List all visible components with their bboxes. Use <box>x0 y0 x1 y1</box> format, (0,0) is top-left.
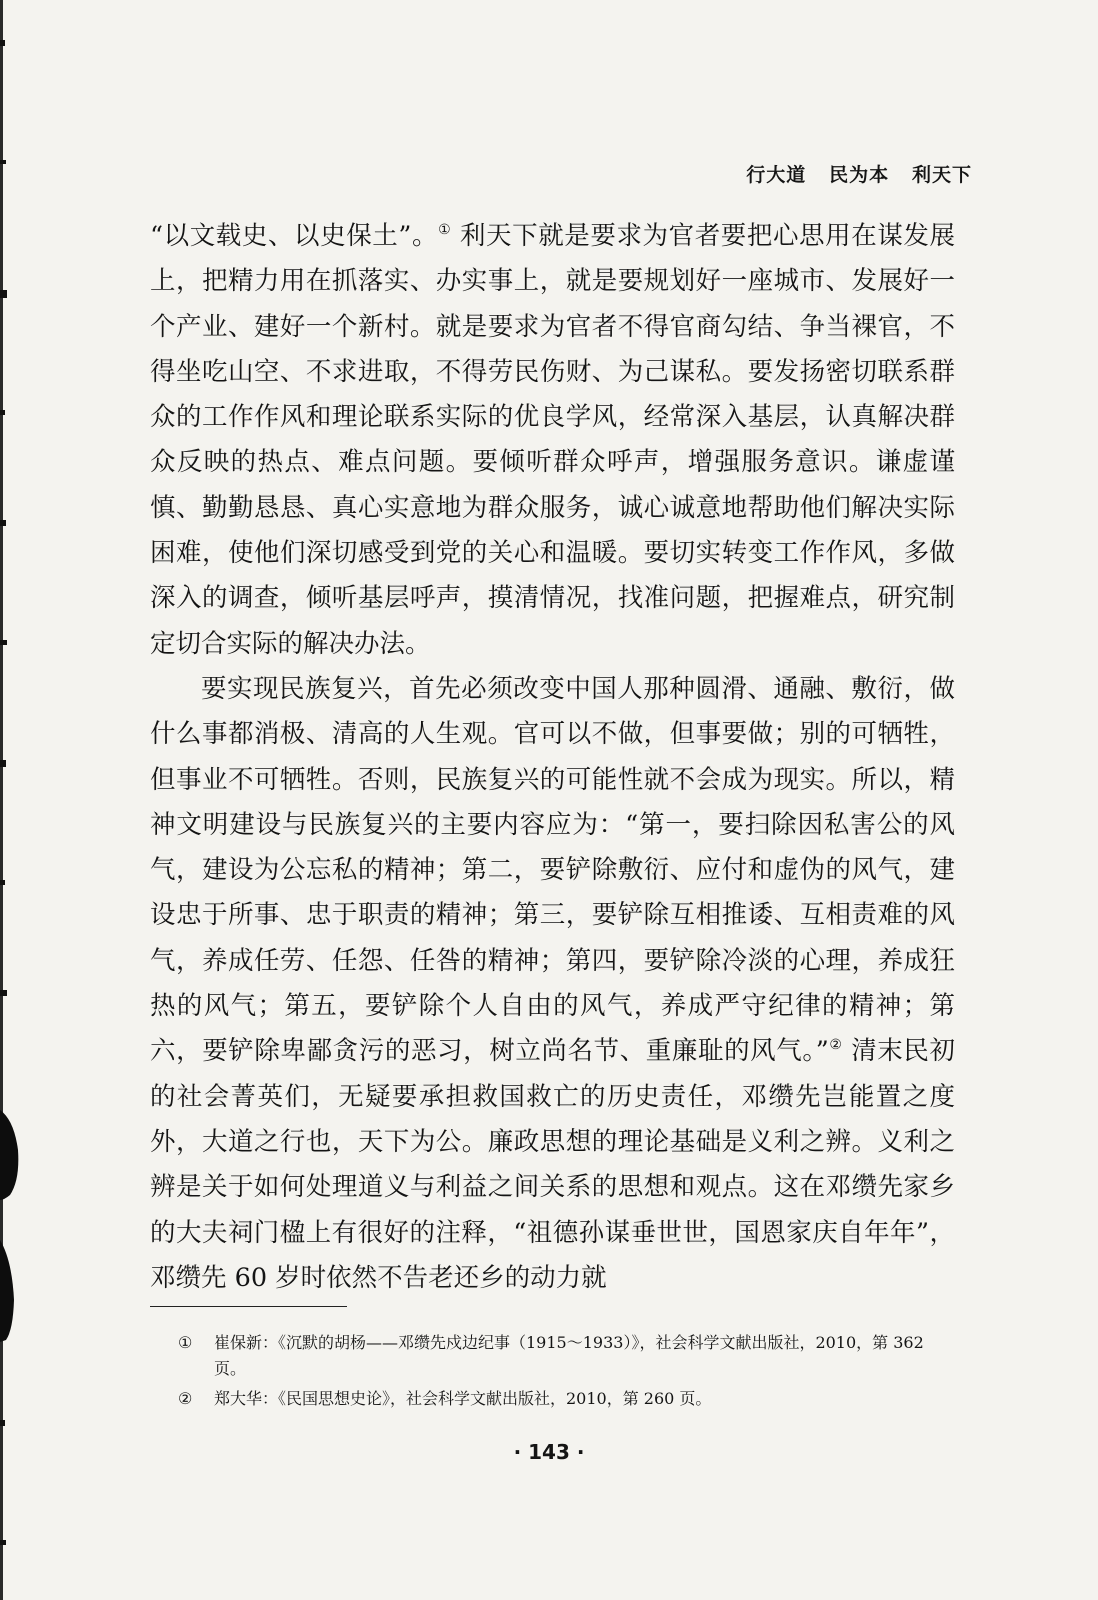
paragraph-1-text-a: “以文载史、以史保土”。 <box>150 221 439 251</box>
body-text <box>150 214 955 1301</box>
footnotes <box>178 1330 958 1416</box>
footnote-mark: ① <box>178 1333 193 1352</box>
paragraph-1 <box>150 214 955 667</box>
page-number: · 143 · <box>513 1440 585 1464</box>
footnote-text: 郑大华：《民国思想史论》，社会科学文献出版社，2010，第 260 页。 <box>214 1389 712 1408</box>
paragraph-2-text-b: 清末民初的社会菁英们，无疑要承担救国救亡的历史责任，邓缵先岂能置之度外，大道之行也，天下为公。廉政思想的理论基础是义利之辨。义利之辨是关于如何处理道义与利益之间关系的思想和观点。这在邓缵先家乡的大夫祠门楹上有很好的注释，“祖德孙谋垂世世，国恩家庆自年年”，邓缵先 60 岁时依然不告老还乡的动力就 <box>150 1036 956 1293</box>
footnote-divider <box>150 1306 347 1307</box>
footnote-text: 崔保新：《沉默的胡杨——邓缵先戍边纪事（1915～1933）》，社会科学文献出版社，2010，第 362 页。 <box>214 1333 924 1378</box>
paragraph-2 <box>150 667 955 1301</box>
footnote-1 <box>178 1330 958 1382</box>
footnote-ref-1[interactable]: ① <box>438 222 452 238</box>
footnote-2 <box>178 1386 958 1412</box>
paragraph-2-text-a: 要实现民族复兴，首先必须改变中国人那种圆滑、通融、敷衍，做什么事都消极、清高的人生观。官可以不做，但事要做；别的可牺牲，但事业不可牺牲。否则，民族复兴的可能性就不会成为现实。所以，精神文明建设与民族复兴的主要内容应为：“第一，要扫除因私害公的风气，建设为公忘私的精神；第二，要铲除敷衍、应付和虚伪的风气，建设忠于所事、忠于职责的精神；第三，要铲除互相推诿、互相责难的风气，养成任劳、任怨、任咎的精神；第四，要铲除冷淡的心理，养成狂热的风气；第五，要铲除个人自由的风气，养成严守纪律的精神；第六，要铲除卑鄙贪污的恶习，树立尚名节、重廉耻的风气。” <box>150 673 955 1067</box>
footnote-ref-2[interactable]: ② <box>828 1037 843 1054</box>
paragraph-1-text-b: 利天下就是要求为官者要把心思用在谋发展上，把精力用在抓落实、办实事上，就是要规划好一座城市、发展好一个产业、建好一个新村。就是要求为官者不得官商勾结、争当裸官，不得坐吃山空、不求进取，不得劳民伤财、为己谋私。要发扬密切联系群众的工作作风和理论联系实际的优良学风，经常深入基层，认真解决群众反映的热点、难点问题。要倾听群众呼声，增强服务意识。谦虚谨慎、勤勤恳恳、真心实意地为群众服务，诚心诚意地帮助他们解决实际困难，使他们深切感受到党的关心和温暖。要切实转变工作作风，多做深入的调查，倾听基层呼声，摸清情况，找准问题，把握难点，研究制定切合实际的解决办法。 <box>150 221 955 659</box>
scan-edge-artifact <box>0 0 22 1600</box>
running-head: 行大道 民为本 利天下 <box>746 164 972 186</box>
footnote-mark: ② <box>178 1389 193 1408</box>
